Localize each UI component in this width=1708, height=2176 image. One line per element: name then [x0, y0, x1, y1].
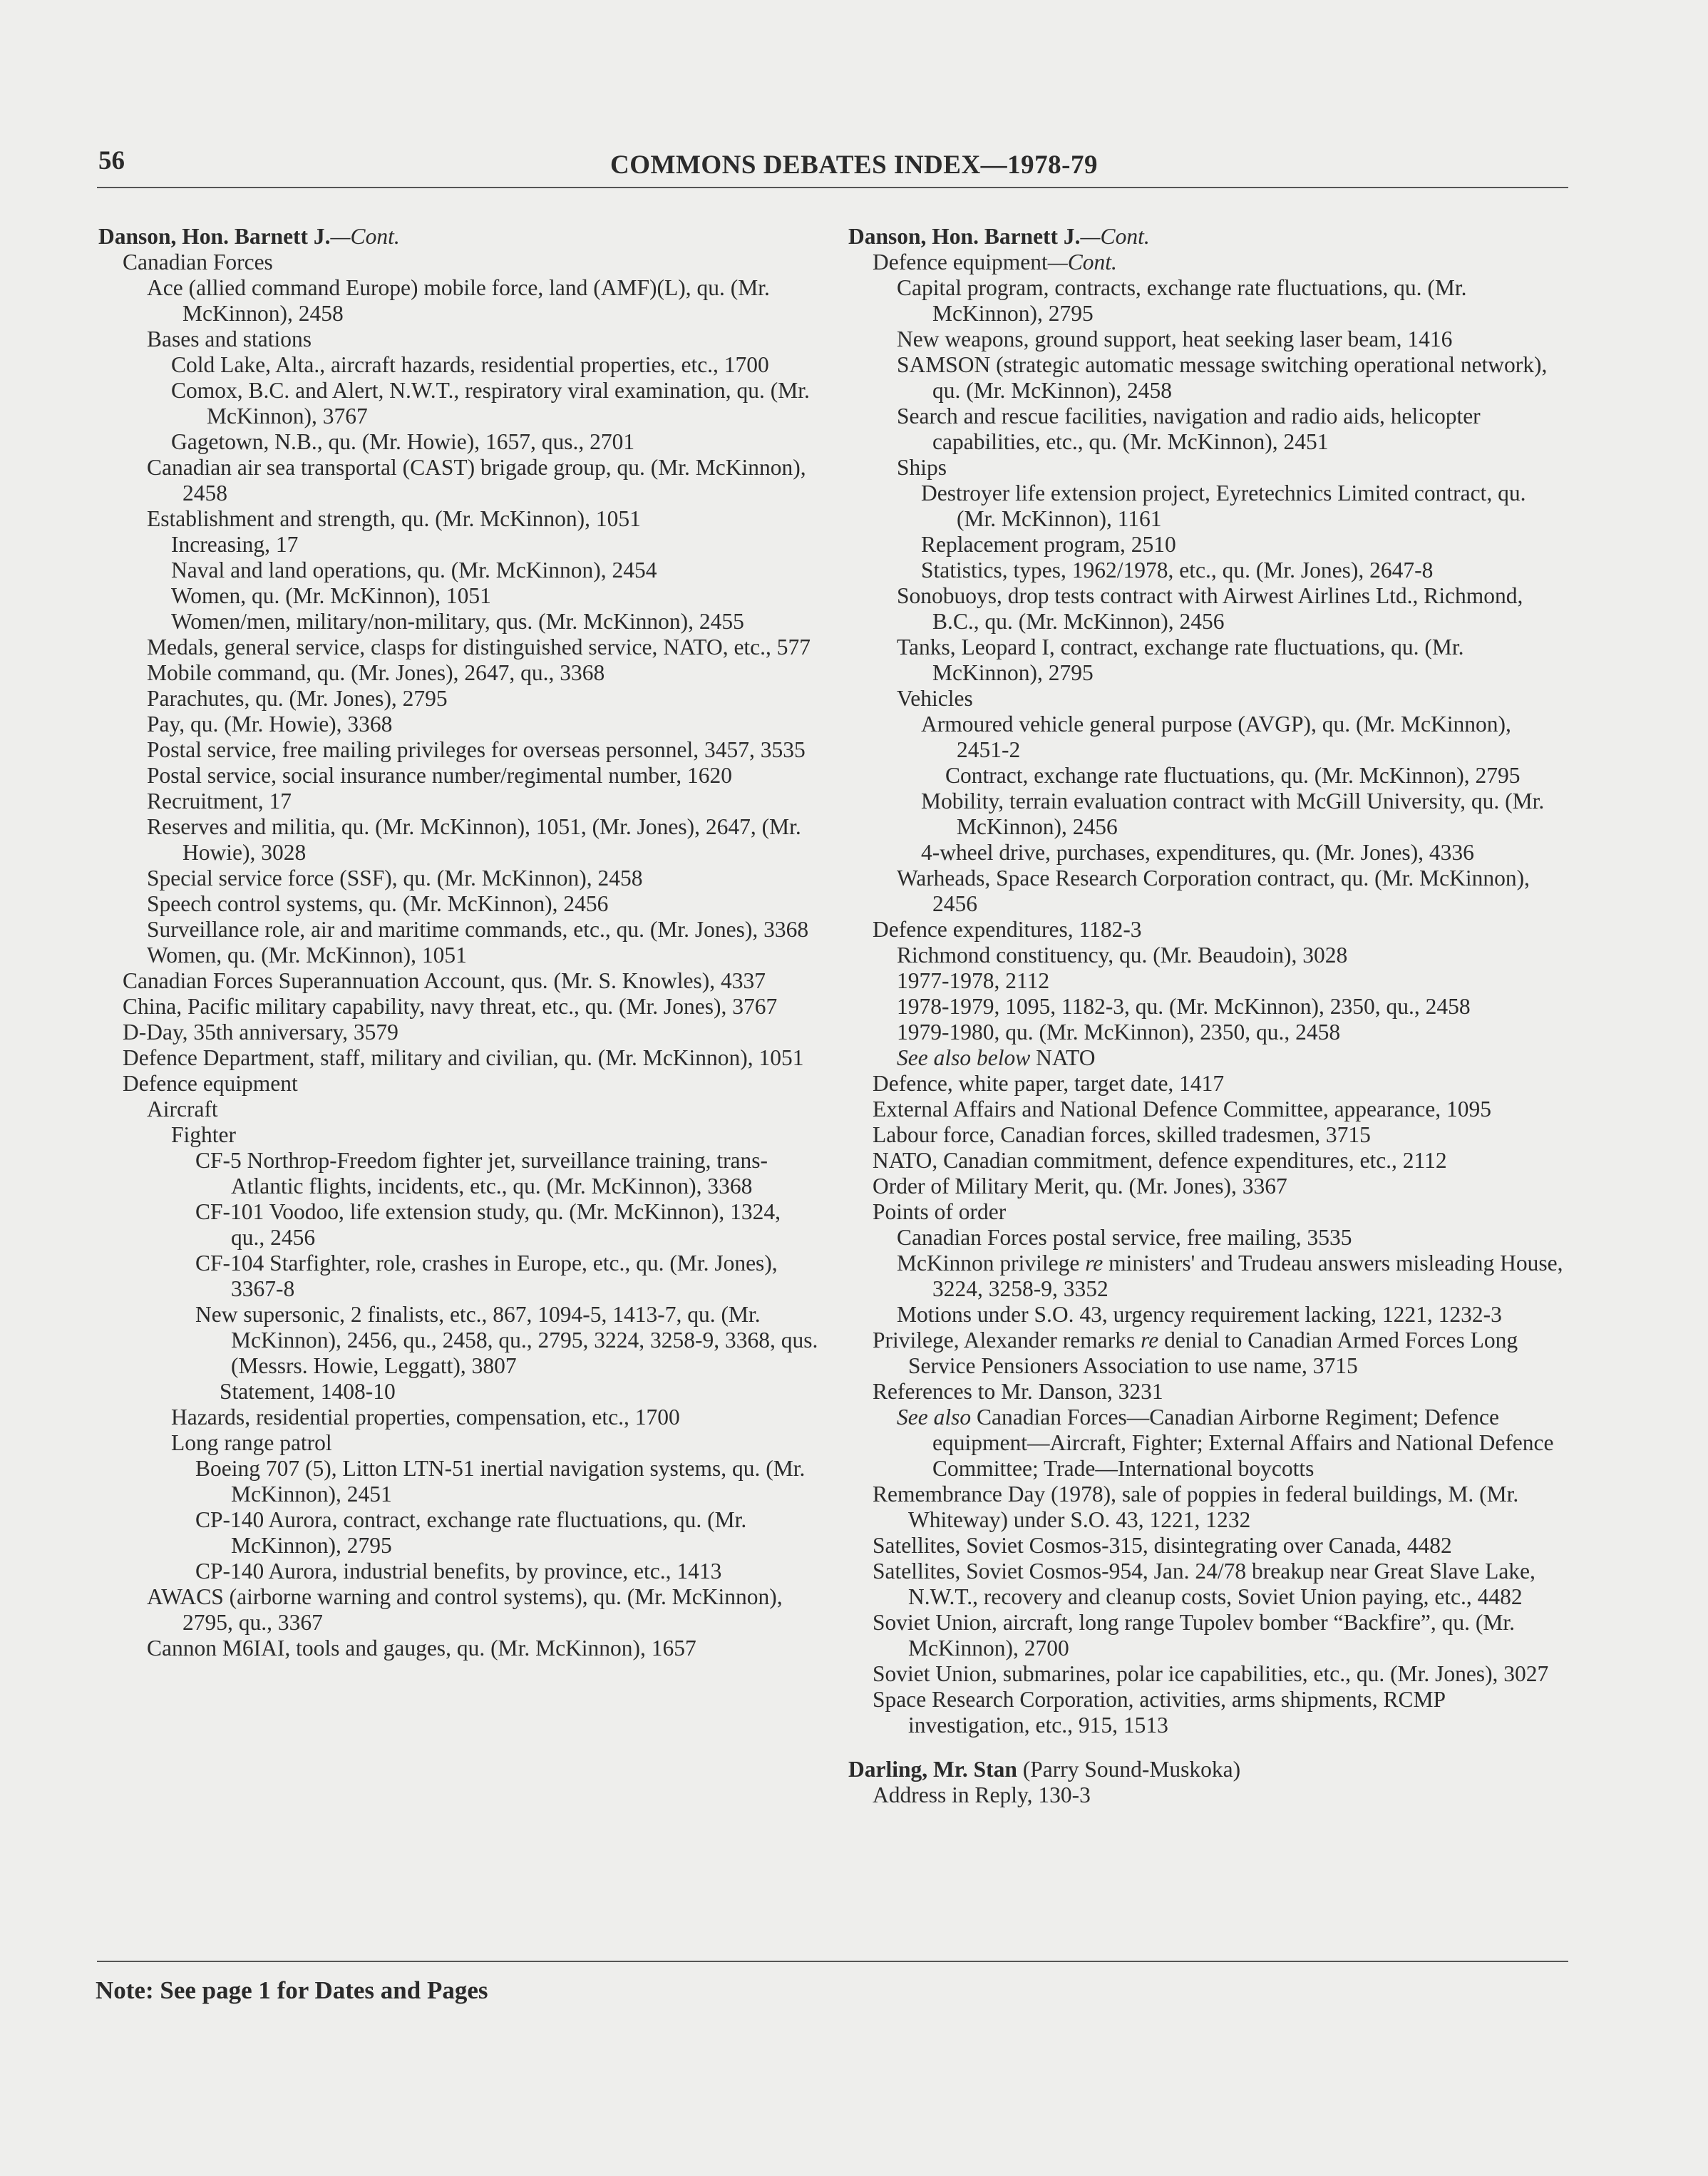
index-entry: [873, 1174, 1568, 1199]
entry-text: Statistics, types, 1962/1978, etc., qu. (Mr. Jones), 2647-8: [921, 558, 1434, 583]
index-heading: [848, 1757, 1568, 1782]
entry-text: Gagetown, N.B., qu. (Mr. Howie), 1657, qus., 2701: [171, 429, 635, 454]
index-entry: [873, 1610, 1568, 1661]
index-column-left: [98, 224, 818, 1661]
entry-text: Bases and stations: [147, 327, 312, 351]
entry-text: Contract, exchange rate fluctuations, qu. (Mr. McKinnon), 2795: [945, 763, 1521, 788]
entry-text: Recruitment, 17: [147, 789, 292, 814]
index-entry: [134, 583, 818, 609]
entry-italic: —Cont.: [1047, 250, 1117, 274]
entry-text: Mobility, terrain evaluation contract with McGill University, qu. (Mr. McKinnon), 2456: [921, 789, 1545, 839]
index-entry: [884, 686, 1568, 712]
entry-text: Ships: [897, 455, 947, 480]
index-entry: [134, 686, 818, 712]
entry-text: Points of order: [873, 1199, 1007, 1224]
index-entry: [134, 1122, 818, 1148]
entry-text: Armoured vehicle general purpose (AVGP), qu. (Mr. McKinnon), 2451-2: [921, 712, 1511, 762]
entry-text: References to Mr. Danson, 3231: [873, 1379, 1163, 1404]
entry-text: Destroyer life extension project, Eyretechnics Limited contract, qu. (Mr. McKinnon), 1161: [921, 481, 1526, 531]
entry-text: NATO, Canadian commitment, defence expenditures, etc., 2112: [873, 1148, 1447, 1173]
entry-text: Soviet Union, submarines, polar ice capabilities, etc., qu. (Mr. Jones), 3027: [873, 1661, 1549, 1686]
index-entry: [134, 1251, 818, 1302]
index-entry: [884, 712, 1568, 763]
entry-text: Cold Lake, Alta., aircraft hazards, residential properties, etc., 1700: [171, 352, 769, 377]
entry-text: Defence equipment: [123, 1071, 298, 1096]
index-entry: [884, 352, 1568, 404]
entry-italic: See also: [897, 1405, 972, 1430]
entry-text: Canadian Forces postal service, free mailing, 3535: [897, 1225, 1352, 1250]
entry-text: Women, qu. (Mr. McKinnon), 1051: [171, 583, 491, 608]
entry-text: Increasing, 17: [171, 532, 299, 557]
index-entry: [873, 1379, 1568, 1405]
page-number: 56: [98, 146, 125, 175]
entry-italic: See also below: [897, 1045, 1031, 1070]
index-entry: [123, 1020, 818, 1045]
entry-text: Canadian Forces—Canadian Airborne Regiment; Defence equipment—Aircraft, Fighter; External Affairs and National Defence Committee; Trade—International boycotts: [932, 1405, 1554, 1481]
entry-text: Canadian Forces: [123, 250, 273, 274]
index-column-right: [848, 224, 1568, 1808]
index-entry: [134, 943, 818, 968]
index-entry: [884, 635, 1568, 686]
index-entry: [884, 866, 1568, 917]
entry-text: Pay, qu. (Mr. Howie), 3368: [147, 712, 393, 737]
entry-text: Order of Military Merit, qu. (Mr. Jones), 3367: [873, 1174, 1287, 1199]
index-entry: [884, 1225, 1568, 1251]
index-entry: [884, 327, 1568, 352]
entry-text: New weapons, ground support, heat seeking laser beam, 1416: [897, 327, 1453, 351]
entry-text: New supersonic, 2 finalists, etc., 867, 1094-5, 1413-7, qu. (Mr. McKinnon), 2456, qu., 2458, qu., 2795, 3224, 3258-9, 3368, qus. (Messrs. Howie, Leggatt), 3807: [195, 1302, 818, 1378]
index-entry: [134, 866, 818, 891]
index-entry: [134, 1302, 818, 1379]
entry-text: Aircraft: [147, 1097, 218, 1122]
index-entry: [884, 763, 1568, 789]
index-entry: [134, 917, 818, 943]
index-entry: [884, 583, 1568, 635]
index-entry: [134, 789, 818, 814]
index-entry: [134, 635, 818, 660]
entry-text: AWACS (airborne warning and control systems), qu. (Mr. McKinnon), 2795, qu., 3367: [147, 1584, 783, 1635]
entry-text: Space Research Corporation, activities, arms shipments, RCMP investigation, etc., 915, 1513: [873, 1687, 1445, 1738]
entry-text: Defence equipment: [873, 250, 1048, 274]
entry-text: China, Pacific military capability, navy threat, etc., qu. (Mr. Jones), 3767: [123, 994, 778, 1019]
entry-text: NATO: [1030, 1045, 1096, 1070]
entry-text: Defence Department, staff, military and civilian, qu. (Mr. McKinnon), 1051: [123, 1045, 804, 1070]
entry-italic: —Cont.: [1080, 224, 1150, 249]
index-entry: [134, 1507, 818, 1559]
entry-text: Motions under S.O. 43, urgency requirement lacking, 1221, 1232-3: [897, 1302, 1502, 1327]
entry-text: 1977-1978, 2112: [897, 968, 1050, 993]
index-entry: [884, 455, 1568, 481]
entry-text: Speech control systems, qu. (Mr. McKinnon), 2456: [147, 891, 609, 916]
entry-text: Postal service, social insurance number/regimental number, 1620: [147, 763, 732, 788]
entry-text: Satellites, Soviet Cosmos-954, Jan. 24/78 breakup near Great Slave Lake, N.W.T., recovery and cleanup costs, Soviet Union paying, etc., 4482: [873, 1559, 1535, 1609]
index-entry: [884, 943, 1568, 968]
entry-text: 4-wheel drive, purchases, expenditures, qu. (Mr. Jones), 4336: [921, 840, 1474, 865]
entry-text: Privilege, Alexander remarks: [873, 1328, 1141, 1353]
index-entry: [884, 994, 1568, 1020]
index-entry: [884, 1405, 1568, 1482]
entry-text: Women/men, military/non-military, qus. (Mr. McKinnon), 2455: [171, 609, 744, 634]
entry-text: Labour force, Canadian forces, skilled tradesmen, 3715: [873, 1122, 1371, 1147]
index-entry: [134, 378, 818, 429]
entry-text: Warheads, Space Research Corporation contract, qu. (Mr. McKinnon), 2456: [897, 866, 1530, 916]
index-entry: [873, 1199, 1568, 1225]
index-entry: [884, 789, 1568, 840]
index-entry: [134, 275, 818, 327]
index-entry: [134, 1636, 818, 1661]
index-entry: [873, 1782, 1568, 1808]
entry-text: Richmond constituency, qu. (Mr. Beaudoin), 3028: [897, 943, 1348, 968]
index-entry: [884, 481, 1568, 532]
index-entry: [873, 1122, 1568, 1148]
running-head: COMMONS DEBATES INDEX—1978-79: [610, 150, 1098, 180]
footer-note: Note: See page 1 for Dates and Pages: [96, 1976, 488, 2004]
index-entry: [134, 352, 818, 378]
entry-text: External Affairs and National Defence Committee, appearance, 1095: [873, 1097, 1491, 1122]
index-entry: [134, 1097, 818, 1122]
entry-text: Ace (allied command Europe) mobile force, land (AMF)(L), qu. (Mr. McKinnon), 2458: [147, 275, 770, 326]
entry-text: Search and rescue facilities, navigation and radio aids, helicopter capabilities, etc., qu. (Mr. McKinnon), 2451: [897, 404, 1481, 454]
index-entry: [134, 1379, 818, 1405]
index-entry: [873, 1661, 1568, 1687]
index-entry: [123, 250, 818, 275]
index-entry: [134, 660, 818, 686]
index-entry: [884, 840, 1568, 866]
header-rule: [97, 187, 1568, 188]
entry-text: Sonobuoys, drop tests contract with Airwest Airlines Ltd., Richmond, B.C., qu. (Mr. McKinnon), 2456: [897, 583, 1523, 634]
index-entry: [873, 250, 1568, 275]
entry-text: Long range patrol: [171, 1430, 332, 1455]
entry-text: Mobile command, qu. (Mr. Jones), 2647, qu., 3368: [147, 660, 605, 685]
entry-text: Parachutes, qu. (Mr. Jones), 2795: [147, 686, 448, 711]
entry-text: Defence expenditures, 1182-3: [873, 917, 1142, 942]
index-entry: [884, 532, 1568, 558]
entry-text: SAMSON (strategic automatic message switching operational network), qu. (Mr. McKinnon), 2458: [897, 352, 1548, 403]
index-entry: [134, 763, 818, 789]
index-entry: [134, 1584, 818, 1636]
index-heading: [848, 224, 1568, 250]
index-entry: [123, 1045, 818, 1071]
entry-text: Remembrance Day (1978), sale of poppies in federal buildings, M. (Mr. Whiteway) under S.O. 43, 1221, 1232: [873, 1482, 1519, 1532]
index-entry: [134, 532, 818, 558]
entry-text: Reserves and militia, qu. (Mr. McKinnon), 1051, (Mr. Jones), 2647, (Mr. Howie), 3028: [147, 814, 801, 865]
index-entry: [123, 1071, 818, 1097]
index-entry: [134, 891, 818, 917]
index-entry: [134, 327, 818, 352]
index-entry: [884, 968, 1568, 994]
index-heading: [98, 224, 818, 250]
entry-text: Canadian Forces Superannuation Account, qus. (Mr. S. Knowles), 4337: [123, 968, 766, 993]
entry-text: Medals, general service, clasps for distinguished service, NATO, etc., 577: [147, 635, 811, 660]
index-entry: [134, 1405, 818, 1430]
entry-text: 1978-1979, 1095, 1182-3, qu. (Mr. McKinnon), 2350, qu., 2458: [897, 994, 1471, 1019]
entry-text: 1979-1980, qu. (Mr. McKinnon), 2350, qu., 2458: [897, 1020, 1341, 1045]
entry-text: CF-104 Starfighter, role, crashes in Europe, etc., qu. (Mr. Jones), 3367-8: [195, 1251, 778, 1301]
index-entry: [123, 994, 818, 1020]
index-entry: [884, 1251, 1568, 1302]
entry-text: Capital program, contracts, exchange rate fluctuations, qu. (Mr. McKinnon), 2795: [897, 275, 1467, 326]
index-entry: [884, 1302, 1568, 1328]
entry-text: CF-101 Voodoo, life extension study, qu. (Mr. McKinnon), 1324, qu., 2456: [195, 1199, 781, 1250]
index-entry: [884, 275, 1568, 327]
index-entry: [134, 455, 818, 506]
index-entry: [123, 968, 818, 994]
index-entry: [873, 1148, 1568, 1174]
entry-text: Cannon M6IAI, tools and gauges, qu. (Mr. McKinnon), 1657: [147, 1636, 696, 1661]
index-entry: [134, 1430, 818, 1456]
entry-text: Surveillance role, air and maritime commands, etc., qu. (Mr. Jones), 3368: [147, 917, 809, 942]
entry-text: Fighter: [171, 1122, 236, 1147]
entry-italic: re: [1085, 1251, 1103, 1276]
entry-text2: denial to Canadian Armed Forces Long Service Pensioners Association to use name, 3715: [908, 1328, 1518, 1378]
entry-text: Canadian air sea transportal (CAST) brigade group, qu. (Mr. McKinnon), 2458: [147, 455, 806, 505]
footer-rule: [97, 1961, 1568, 1962]
index-entry: [134, 558, 818, 583]
entry-gap: [848, 1738, 1568, 1757]
index-entry: [873, 1559, 1568, 1610]
entry-text: (Parry Sound-Muskoka): [1017, 1757, 1241, 1782]
index-entry: [873, 1533, 1568, 1559]
entry-bold: Danson, Hon. Barnett J.: [98, 224, 331, 249]
index-entry: [873, 1482, 1568, 1533]
entry-text: Satellites, Soviet Cosmos-315, disintegrating over Canada, 4482: [873, 1533, 1452, 1558]
entry-text: Naval and land operations, qu. (Mr. McKinnon), 2454: [171, 558, 657, 583]
entry-text: CF-5 Northrop-Freedom fighter jet, surveillance training, trans-Atlantic flights, incidents, etc., qu. (Mr. McKinnon), 3368: [195, 1148, 768, 1199]
index-entry: [873, 1328, 1568, 1379]
entry-text: Special service force (SSF), qu. (Mr. McKinnon), 2458: [147, 866, 643, 891]
entry-text: CP-140 Aurora, industrial benefits, by province, etc., 1413: [195, 1559, 722, 1584]
index-entry: [134, 814, 818, 866]
index-entry: [873, 1687, 1568, 1738]
entry-text: Tanks, Leopard I, contract, exchange rate fluctuations, qu. (Mr. McKinnon), 2795: [897, 635, 1464, 685]
entry-text: Statement, 1408-10: [220, 1379, 396, 1404]
entry-text: McKinnon privilege: [897, 1251, 1086, 1276]
entry-text: Hazards, residential properties, compensation, etc., 1700: [171, 1405, 680, 1430]
entry-text: CP-140 Aurora, contract, exchange rate fluctuations, qu. (Mr. McKinnon), 2795: [195, 1507, 747, 1558]
index-entry: [873, 917, 1568, 943]
entry-italic: —Cont.: [330, 224, 400, 249]
entry-text: Defence, white paper, target date, 1417: [873, 1071, 1225, 1096]
index-entry: [873, 1097, 1568, 1122]
entry-text: Boeing 707 (5), Litton LTN-51 inertial navigation systems, qu. (Mr. McKinnon), 2451: [195, 1456, 806, 1507]
index-entry: [134, 609, 818, 635]
entry-text: Comox, B.C. and Alert, N.W.T., respiratory viral examination, qu. (Mr. McKinnon), 3767: [171, 378, 810, 428]
entry-text: Replacement program, 2510: [921, 532, 1176, 557]
entry-bold: Darling, Mr. Stan: [848, 1757, 1017, 1782]
index-entry: [134, 737, 818, 763]
index-entry: [134, 506, 818, 532]
entry-text2: ministers' and Trudeau answers misleading House, 3224, 3258-9, 3352: [932, 1251, 1563, 1301]
index-entry: [873, 1071, 1568, 1097]
index-entry: [884, 558, 1568, 583]
index-entry: [884, 404, 1568, 455]
entry-italic: re: [1141, 1328, 1159, 1353]
entry-text: Address in Reply, 130-3: [873, 1782, 1091, 1807]
index-entry: [134, 1456, 818, 1507]
index-entry: [134, 712, 818, 737]
index-entry: [884, 1045, 1568, 1071]
entry-text: Establishment and strength, qu. (Mr. McKinnon), 1051: [147, 506, 641, 531]
entry-text: Soviet Union, aircraft, long range Tupolev bomber “Backfire”, qu. (Mr. McKinnon), 2700: [873, 1610, 1516, 1661]
index-entry: [134, 1199, 818, 1251]
index-entry: [134, 1148, 818, 1199]
entry-text: D-Day, 35th anniversary, 3579: [123, 1020, 398, 1045]
index-entry: [134, 1559, 818, 1584]
entry-text: Postal service, free mailing privileges for overseas personnel, 3457, 3535: [147, 737, 806, 762]
entry-text: Women, qu. (Mr. McKinnon), 1051: [147, 943, 467, 968]
index-entry: [134, 429, 818, 455]
entry-text: Vehicles: [897, 686, 973, 711]
entry-bold: Danson, Hon. Barnett J.: [848, 224, 1081, 249]
index-entry: [884, 1020, 1568, 1045]
